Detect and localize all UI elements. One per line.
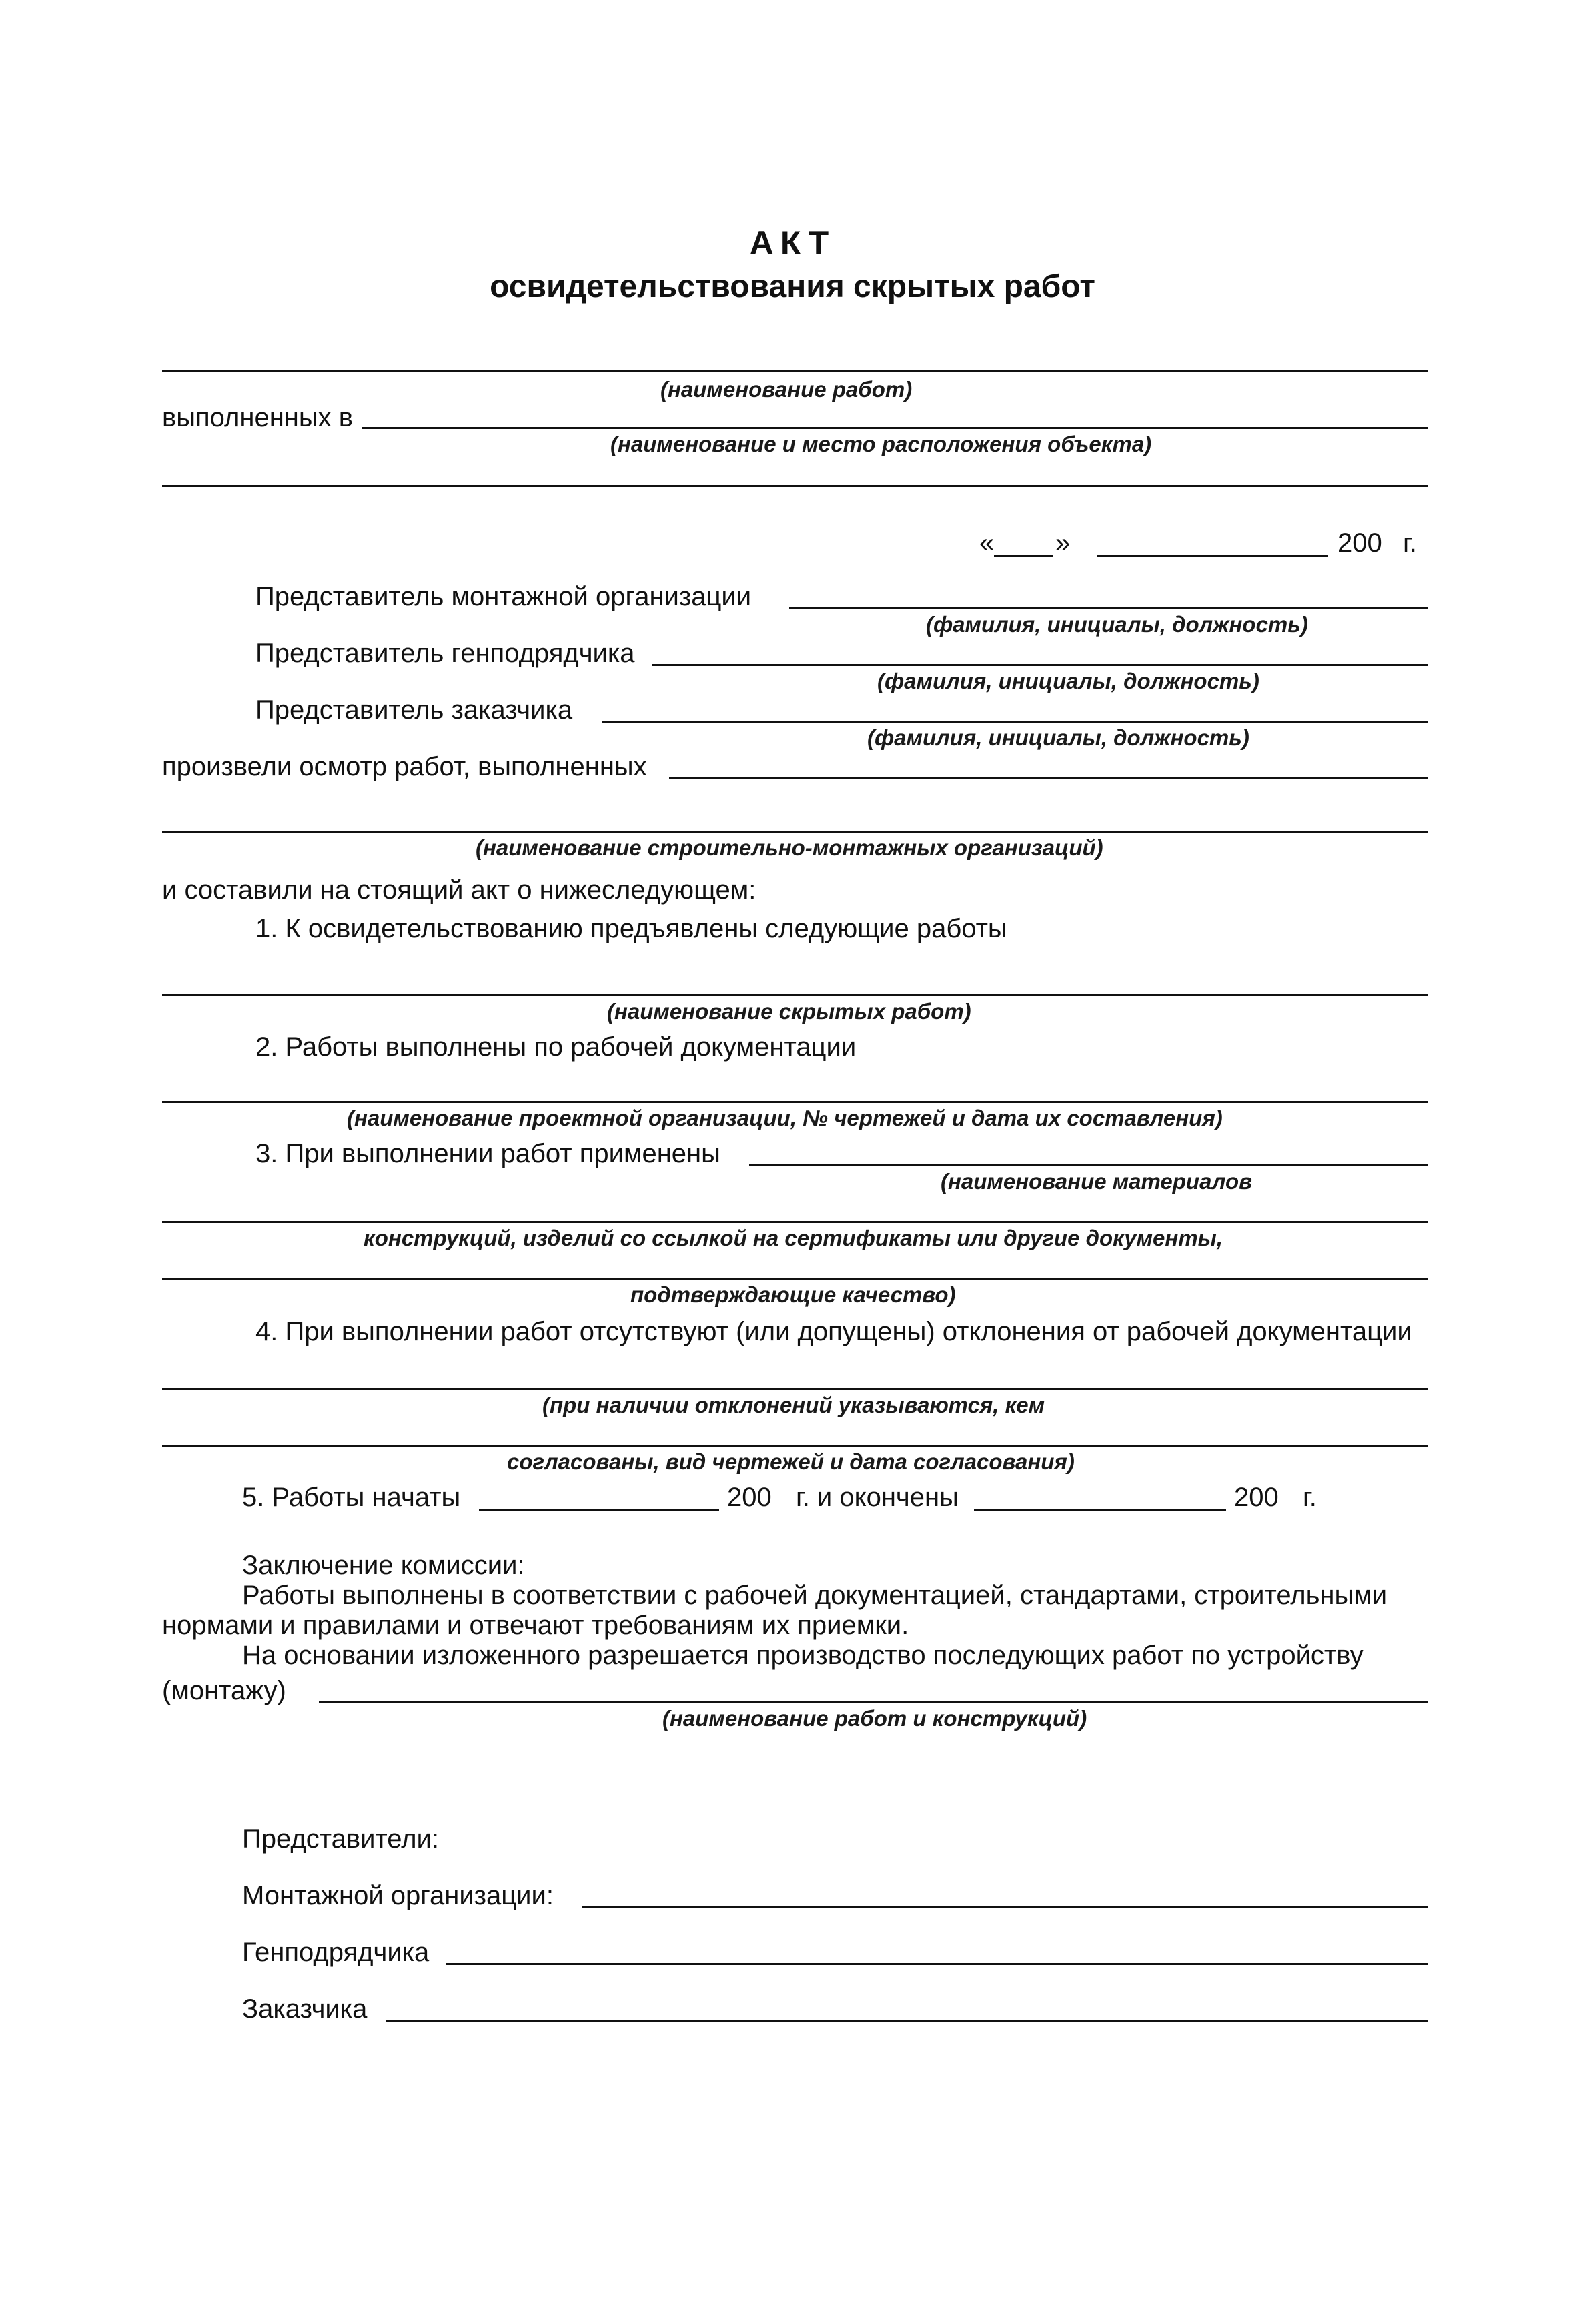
item3-caption-1: (наименование материалов [941,1169,1253,1194]
customer-sign-line[interactable] [386,2020,1428,2022]
item3-line-3[interactable] [162,1278,1428,1280]
item1-line[interactable] [162,994,1428,996]
item1-text: 1. К освидетельствованию предъявлены следующие работы [255,914,1007,943]
item2-line[interactable] [162,1101,1428,1103]
general-contractor-rep-label: Представитель генподрядчика [255,639,635,668]
item3-line-2[interactable] [162,1221,1428,1223]
orgs-caption: (наименование строительно-монтажных организаций) [476,835,1103,860]
object-line[interactable] [362,427,1428,429]
works-name-caption: (наименование работ) [660,377,913,402]
item4-line[interactable] [162,1388,1428,1390]
item5-suffix: г. [1303,1483,1317,1512]
date-quote-open: « [979,528,995,558]
item3-caption-2: конструкций, изделий со ссылкой на сертификаты или другие документы, [364,1226,1223,1250]
customer-rep-caption: (фамилия, инициалы, должность) [867,725,1249,750]
customer-rep-label: Представитель заказчика [255,695,573,725]
general-contractor-rep-caption: (фамилия, инициалы, должность) [877,669,1259,693]
conclusion-line-2: нормами и правилами и отвечают требованиям их приемки. [162,1611,909,1640]
installer-sign-line[interactable] [582,1906,1428,1908]
item5-start-line[interactable] [479,1509,719,1511]
general-contractor-sign-line[interactable] [446,1963,1428,1965]
general-contractor-sign-label: Генподрядчика [242,1938,430,1967]
installer-rep-line[interactable] [789,607,1428,609]
object-caption: (наименование и место расположения объекта) [610,432,1152,456]
item1-caption: (наименование скрытых работ) [607,999,971,1024]
date-month-line[interactable] [1097,555,1328,557]
date-day-line[interactable] [994,555,1053,557]
installer-rep-caption: (фамилия, инициалы, должность) [926,612,1308,637]
item2-caption: (наименование проектной организации, № чертежей и дата их составления) [347,1106,1223,1130]
item3-caption-3: подтверждающие качество) [630,1282,956,1307]
signatures-heading: Представители: [242,1824,439,1854]
item4-text: 4. При выполнении работ отсутствуют (или допущены) отклонения от рабочей документации [255,1317,1412,1346]
general-contractor-rep-line[interactable] [652,664,1428,666]
item4-caption-2: согласованы, вид чертежей и дата согласования) [507,1449,1075,1474]
item5-mid: г. и окончены [796,1483,959,1512]
item4-caption-1: (при наличии отклонений указываются, кем [542,1393,1045,1417]
orgs-line[interactable] [162,831,1428,833]
mounting-label: (монтажу) [162,1676,286,1705]
date-year: 200 [1338,528,1382,558]
item4-line-2[interactable] [162,1445,1428,1447]
document-subtitle: освидетельствования скрытых работ [490,269,1095,304]
compiled-text: и составили на стоящий акт о нижеследующем: [162,875,756,905]
date-quote-close: » [1055,528,1071,558]
conclusion-line-3: На основании изложенного разрешается производство последующих работ по устройству [242,1641,1364,1670]
document-title: АКТ [749,224,836,262]
item3-text: 3. При выполнении работ применены [255,1139,720,1168]
performed-in-label: выполненных в [162,403,353,432]
inspected-line[interactable] [669,777,1428,779]
customer-sign-label: Заказчика [242,1994,368,2024]
item5-year: 200 [727,1483,772,1512]
customer-rep-line[interactable] [602,721,1428,723]
conclusion-line-1: Работы выполнены в соответствии с рабочей документацией, стандартами, строительными [242,1581,1388,1610]
mounting-caption: (наименование работ и конструкций) [662,1706,1087,1731]
item5-end-line[interactable] [974,1509,1226,1511]
item5-start-label: 5. Работы начаты [242,1483,461,1512]
object-line-2[interactable] [162,485,1428,487]
installer-rep-label: Представитель монтажной организации [255,582,752,611]
mounting-line[interactable] [319,1701,1428,1703]
works-name-line[interactable] [162,370,1428,372]
item2-text: 2. Работы выполнены по рабочей документации [255,1032,857,1062]
inspected-label: произвели осмотр работ, выполненных [162,752,647,781]
installer-sign-label: Монтажной организации: [242,1881,554,1910]
item5-year-2: 200 [1234,1483,1279,1512]
conclusion-heading: Заключение комиссии: [242,1551,525,1580]
item3-line[interactable] [749,1164,1428,1166]
date-year-suffix: г. [1403,528,1417,558]
